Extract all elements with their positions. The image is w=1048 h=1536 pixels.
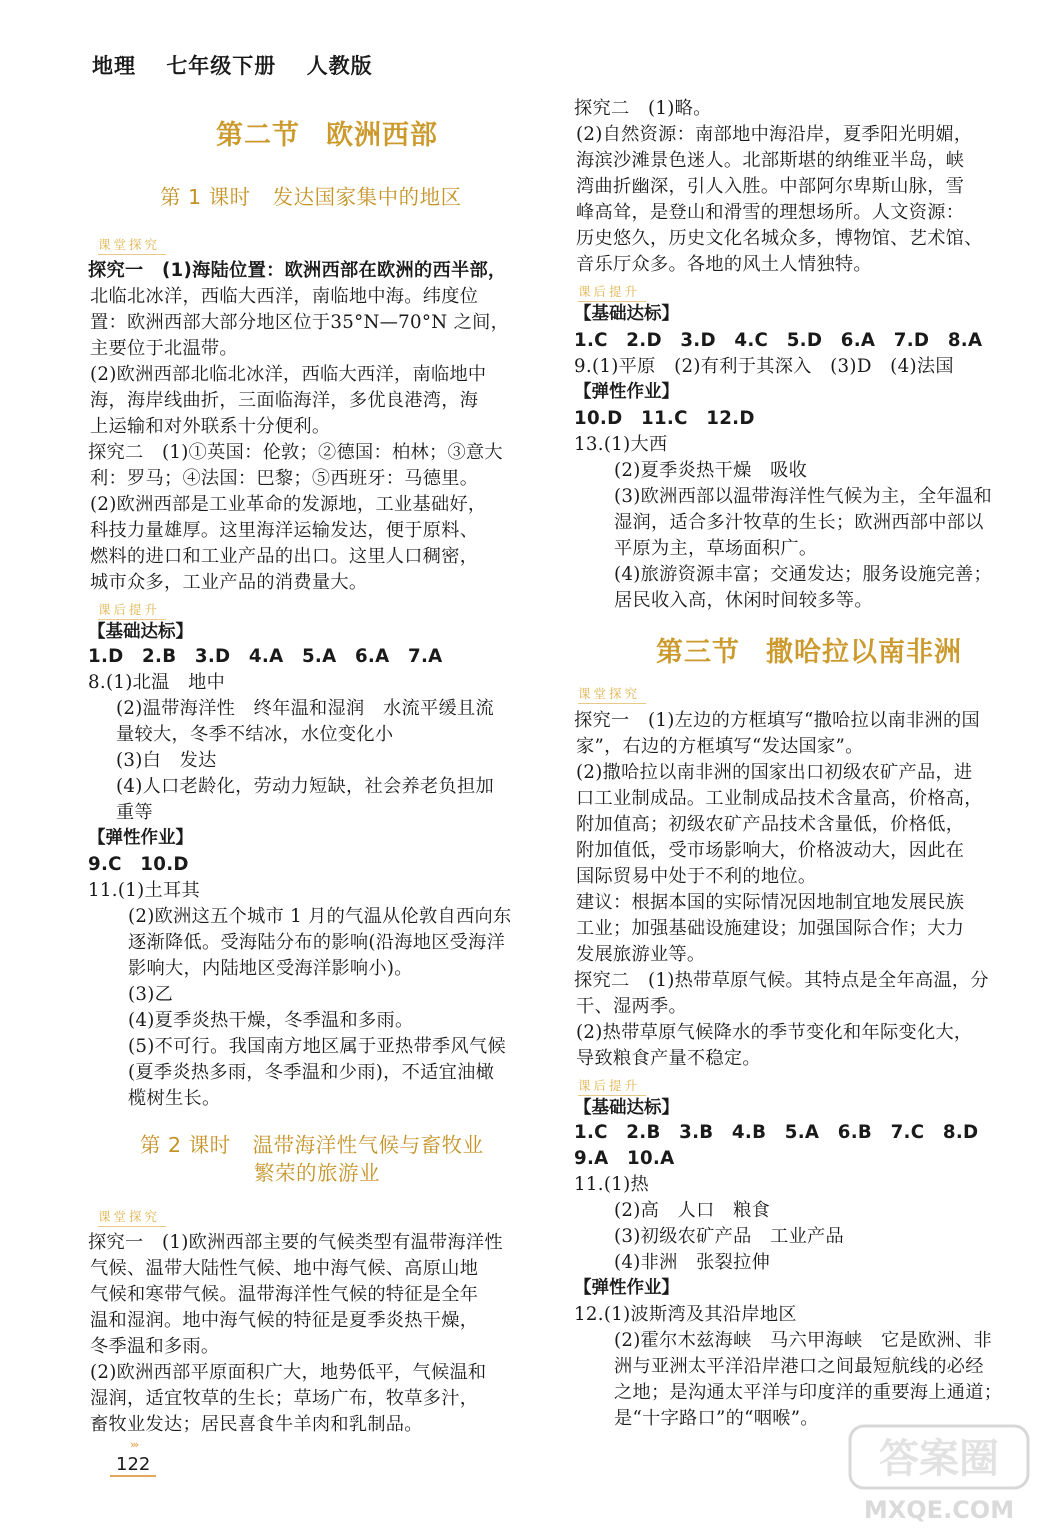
section-title-sub-saharan: 第三节 撒哈拉以南非洲: [656, 637, 962, 668]
answer-line: (2)欧洲西部是工业革命的发源地，工业基础好，: [90, 494, 487, 515]
answer-line: (2)高 人口 粮食: [614, 1200, 771, 1221]
lesson-2-title: 第 2 课时 温带海洋性气候与畜牧业: [140, 1133, 484, 1157]
answer-line: 科技力量雄厚。这里海洋运输发达，便于原料、: [90, 520, 479, 541]
answer-line: 平原为主，草场面积广。: [614, 538, 818, 559]
answer-line: 探究二 (1)①英国：伦敦；②德国：柏林；③意大: [88, 442, 503, 463]
answer-line: (2)自然资源：南部地中海沿岸，夏季阳光明媚，: [576, 124, 973, 145]
answer-line: 主要位于北温带。: [90, 338, 238, 359]
book-header: [92, 50, 395, 80]
answer-line: 导致粮食产量不稳定。: [576, 1048, 761, 1069]
answer-line: 湿润，适合多汁牧草的生长；欧洲西部中部以: [614, 512, 984, 533]
answer-line: 干、湿两季。: [576, 996, 687, 1017]
answer-line: (4)非洲 张裂拉伸: [614, 1252, 771, 1273]
section-title-europe-west: 第二节 欧洲西部: [216, 120, 438, 151]
answer-line: 利：罗马；④法国：巴黎；⑤西班牙：马德里。: [90, 468, 479, 489]
answer-line: 气候和寒带气候。温带海洋性气候的特征是全年: [90, 1284, 479, 1305]
answer-line: 城市众多，工业产品的消费量大。: [90, 572, 368, 593]
heading-elastic: 【弹性作业】: [88, 828, 193, 848]
tag-after-class-3: 课后提升: [578, 1076, 646, 1096]
answer-line: 10.D 11.C 12.D: [574, 408, 755, 429]
answer-line: 之地；是沟通太平洋与印度洋的重要海上通道；: [614, 1382, 1003, 1403]
answer-line: 1.C 2.D 3.D 4.C 5.D 6.A 7.D 8.A: [574, 330, 983, 351]
answer-line: 发展旅游业等。: [576, 944, 706, 965]
answer-line: 9.A 10.A: [574, 1148, 675, 1169]
answer-line: 12.(1)波斯湾及其沿岸地区: [574, 1304, 797, 1325]
answer-line: 温和湿润。地中海气候的特征是夏季炎热干燥，: [90, 1310, 479, 1331]
answer-line: 探究一 (1)欧洲西部主要的气候类型有温带海洋性: [88, 1232, 503, 1253]
answer-line: 海，海岸线曲折，三面临海洋，多优良港湾，海: [90, 390, 479, 411]
answer-line: 建议：根据本国的实际情况因地制宜地发展民族: [576, 892, 965, 913]
answer-line: 榄树生长。: [128, 1088, 221, 1109]
watermark-top: 答案圈: [879, 1436, 999, 1482]
answer-line: (3)乙: [128, 984, 174, 1005]
answer-line: 上运输和对外联系十分便利。: [90, 416, 331, 437]
answer-line: 逐渐降低。受海陆分布的影响(沿海地区受海洋: [128, 932, 506, 953]
header-edition: 人教版: [306, 54, 373, 78]
answer-line: 9.C 10.D: [88, 854, 189, 875]
answer-line: (2)霍尔木兹海峡 马六甲海峡 它是欧洲、非: [614, 1330, 992, 1351]
answer-line: 9.(1)平原 (2)有利于其深入 (3)D (4)法国: [574, 356, 954, 377]
answer-line: 1.D 2.B 3.D 4.A 5.A 6.A 7.A: [88, 646, 443, 667]
tag-classroom-1: 课堂探究: [98, 235, 166, 255]
answer-line: 11.(1)土耳其: [88, 880, 200, 901]
answer-line: 附加值高；初级农矿产品技术含量低，价格低，: [576, 814, 965, 835]
answer-line: 重等: [116, 802, 153, 823]
watermark-bottom: MXQE.COM: [863, 1496, 1015, 1524]
answer-line: 1.C 2.B 3.B 4.B 5.A 6.B 7.C 8.D: [574, 1122, 979, 1143]
answer-line: (3)欧洲西部以温带海洋性气候为主，全年温和: [614, 486, 992, 507]
header-grade: 七年级下册: [166, 54, 277, 78]
answer-line: 国际贸易中处于不利的地位。: [576, 866, 817, 887]
heading-basic: 【基础达标】: [574, 304, 679, 324]
answer-line: (2)夏季炎热干燥 吸收: [614, 460, 808, 481]
page-number: 122: [110, 1452, 156, 1477]
answer-line: (3)白 发达: [116, 750, 217, 771]
answer-line: 畜牧业发达；居民喜食牛羊肉和乳制品。: [90, 1414, 423, 1435]
answer-line: 洲与亚洲太平洋沿岸港口之间最短航线的必经: [614, 1356, 984, 1377]
answer-line: 历史悠久，历史文化名城众多，博物馆、艺术馆、: [576, 228, 983, 249]
answer-line: (5)不可行。我国南方地区属于亚热带季风气候: [128, 1036, 506, 1057]
answer-line: 工业；加强基础设施建设；加强国际合作；大力: [576, 918, 965, 939]
answer-line: 探究二 (1)热带草原气候。其特点是全年高温，分: [574, 970, 989, 991]
answer-line: 北临北冰洋，西临大西洋，南临地中海。纬度位: [90, 286, 479, 307]
answer-line: 11.(1)热: [574, 1174, 649, 1195]
answer-line: (3)初级农矿产品 工业产品: [614, 1226, 845, 1247]
answer-line: 湿润，适宜牧草的生长；草场广布，牧草多汁，: [90, 1388, 479, 1409]
page-arrows-icon: ›››: [130, 1438, 138, 1451]
answer-line: 气候、温带大陆性气候、地中海气候、高原山地: [90, 1258, 479, 1279]
heading-elastic: 【弹性作业】: [574, 1278, 679, 1298]
answer-line: (夏季炎热多雨，冬季温和少雨)，不适宜油橄: [128, 1062, 495, 1083]
answer-line: 是“十字路口”的“咽喉”。: [614, 1408, 819, 1429]
answer-line: 13.(1)大西: [574, 434, 668, 455]
answer-line: 探究一 (1)海陆位置：欧洲西部在欧洲的西半部，: [88, 260, 507, 281]
answer-line: (2)撒哈拉以南非洲的国家出口初级农矿产品，进: [576, 762, 973, 783]
lesson-2-subtitle: 繁荣的旅游业: [254, 1161, 380, 1185]
tag-classroom-3: 课堂探究: [578, 684, 646, 704]
watermark-logo-icon: [844, 1418, 1034, 1528]
answer-line: (4)旅游资源丰富；交通发达；服务设施完善；: [614, 564, 992, 585]
heading-elastic: 【弹性作业】: [574, 382, 679, 402]
tag-classroom-2: 课堂探究: [98, 1207, 166, 1227]
answer-line: (2)温带海洋性 终年温和湿润 水流平缓且流: [116, 698, 494, 719]
answer-line: 峰高耸，是登山和滑雪的理想场所。人文资源：: [576, 202, 965, 223]
answer-line: 口工业制成品。工业制成品技术含量高，价格高，: [576, 788, 983, 809]
answer-line: (2)欧洲西部平原面积广大，地势低平，气候温和: [90, 1362, 487, 1383]
answer-line: 音乐厅众多。各地的风土人情独特。: [576, 254, 872, 275]
answer-line: 居民收入高，休闲时间较多等。: [614, 590, 873, 611]
header-subject: 地理: [92, 54, 136, 78]
answer-line: (4)夏季炎热干燥，冬季温和多雨。: [128, 1010, 414, 1031]
answer-line: (4)人口老龄化，劳动力短缺，社会养老负担加: [116, 776, 494, 797]
heading-basic: 【基础达标】: [88, 622, 193, 642]
answer-line: 家”，右边的方框填写“发达国家”。: [576, 736, 864, 757]
answer-line: 探究二 (1)略。: [574, 98, 712, 119]
answer-line: (2)欧洲西部北临北冰洋，西临大西洋，南临地中: [90, 364, 487, 385]
answer-line: 置：欧洲西部大部分地区位于35°N—70°N 之间，: [90, 312, 510, 333]
answer-line: (2)欧洲这五个城市 1 月的气温从伦敦自西向东: [128, 906, 512, 927]
tag-after-class-1: 课后提升: [98, 600, 166, 620]
answer-line: 冬季温和多雨。: [90, 1336, 220, 1357]
answer-line: 量较大，冬季不结冰，水位变化小: [116, 724, 394, 745]
answer-line: 探究一 (1)左边的方框填写“撒哈拉以南非洲的国: [574, 710, 981, 731]
answer-line: (2)热带草原气候降水的季节变化和年际变化大，: [576, 1022, 973, 1043]
answer-line: 燃料的进口和工业产品的出口。这里人口稠密，: [90, 546, 479, 567]
heading-basic: 【基础达标】: [574, 1098, 679, 1118]
answer-line: 8.(1)北温 地中: [88, 672, 226, 693]
answer-line: 影响大，内陆地区受海洋影响小)。: [128, 958, 413, 979]
answer-line: 湾曲折幽深，引人入胜。中部阿尔卑斯山脉，雪: [576, 176, 965, 197]
lesson-1-title: 第 1 课时 发达国家集中的地区: [160, 185, 462, 209]
tag-after-class-2: 课后提升: [578, 282, 646, 302]
answer-line: 附加值低，受市场影响大，价格波动大，因此在: [576, 840, 965, 861]
answer-line: 海滨沙滩景色迷人。北部斯堪的纳维亚半岛，峡: [576, 150, 965, 171]
